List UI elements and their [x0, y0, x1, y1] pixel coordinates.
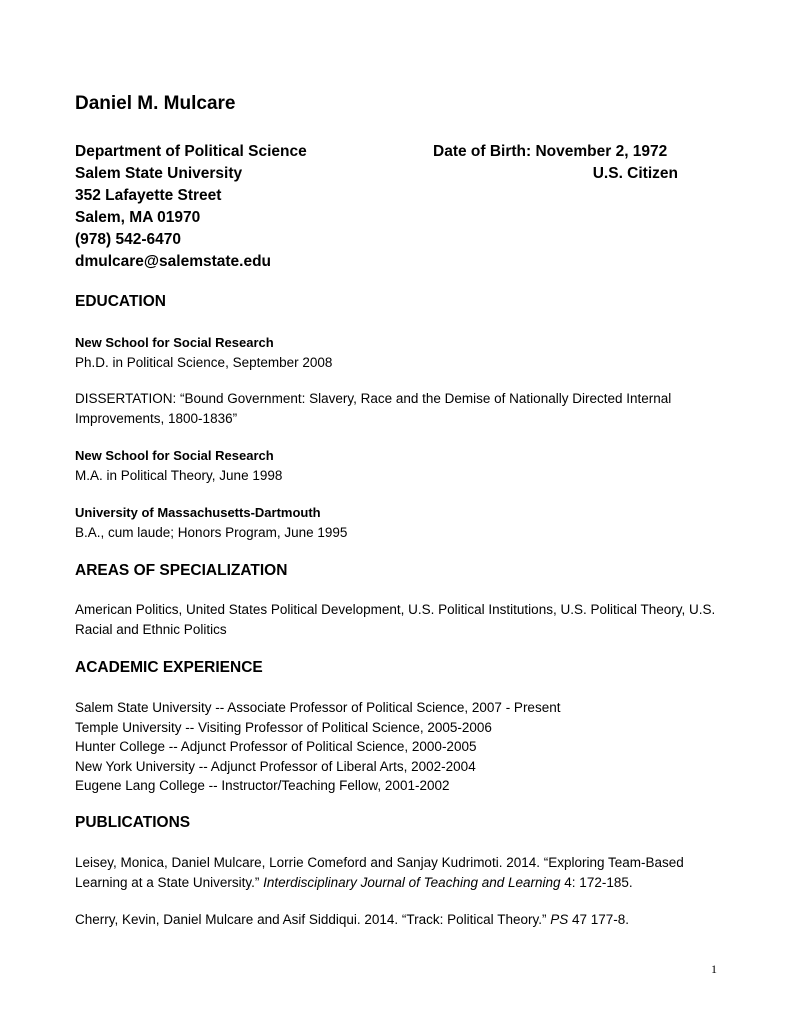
experience-item: New York University -- Adjunct Professor of Liberal Arts, 2002-2004 — [75, 758, 476, 774]
experience-item: Salem State University -- Associate Professor of Political Science, 2007 - Present — [75, 700, 561, 715]
page-number: 1 — [711, 962, 717, 976]
experience-heading: ACADEMIC EXPERIENCE — [75, 659, 263, 676]
experience-item: Eugene Lang College -- Instructor/Teaching Fellow, 2001-2002 — [75, 778, 450, 793]
citizenship: U.S. Citizen — [592, 165, 678, 182]
education-ba — [75, 503, 720, 542]
publications-heading: PUBLICATIONS — [75, 814, 191, 831]
specialization-heading: AREAS OF SPECIALIZATION — [75, 562, 288, 579]
pub1-citation: Leisey, Monica, Daniel Mulcare, Lorrie Comeford and Sanjay Kudrimoti. 2014. “Exploring Team-Based Learning at a State University.” — [75, 855, 684, 890]
pub1-tail: 4: 172-185. — [560, 874, 633, 890]
phd-degree: Ph.D. in Political Science, September 2008 — [75, 354, 333, 370]
experience-item: Hunter College -- Adjunct Professor of Political Science, 2000-2005 — [75, 739, 477, 754]
specialization-text: American Politics, United States Political Development, U.S. Political Institutions, U.S. Political Theory, U.S. Racial and Ethnic Politics — [75, 602, 716, 637]
publication-2 — [75, 910, 720, 930]
department: Department of Political Science — [75, 143, 307, 160]
phone: (978) 542-6470 — [75, 231, 181, 248]
university: Salem State University — [75, 165, 243, 182]
pub2-citation: Cherry, Kevin, Daniel Mulcare and Asif Siddiqui. 2014. “Track: Political Theory.” — [75, 912, 551, 927]
pub2-tail: 47 177-8. — [568, 912, 630, 927]
education-heading: EDUCATION — [75, 293, 166, 310]
pub2-journal: PS — [550, 912, 569, 927]
city-state-zip: Salem, MA 01970 — [75, 209, 201, 226]
ba-school: University of Massachusetts-Dartmouth — [75, 505, 321, 520]
education-ma — [75, 446, 720, 485]
date-of-birth: Date of Birth: November 2, 1972 — [433, 143, 668, 160]
publication-1 — [75, 853, 720, 892]
street-address: 352 Lafayette Street — [75, 187, 222, 204]
experience-list — [75, 698, 720, 796]
ba-degree: B.A., cum laude; Honors Program, June 1995 — [75, 524, 348, 540]
pub1-journal: Interdisciplinary Journal of Teaching and Learning — [263, 874, 561, 890]
education-phd — [75, 333, 720, 372]
phd-school: New School for Social Research — [75, 335, 274, 350]
contact-block — [75, 141, 307, 273]
dissertation: DISSERTATION: “Bound Government: Slavery, Race and the Demise of Nationally Directed Internal Improvements, 1800-1836” — [75, 391, 672, 426]
ma-degree: M.A. in Political Theory, June 1998 — [75, 467, 283, 483]
email[interactable]: dmulcare@salemstate.edu — [75, 253, 272, 270]
page-title: Daniel M. Mulcare — [75, 93, 236, 114]
experience-item: Temple University -- Visiting Professor of Political Science, 2005-2006 — [75, 719, 492, 735]
ma-school: New School for Social Research — [75, 448, 274, 463]
